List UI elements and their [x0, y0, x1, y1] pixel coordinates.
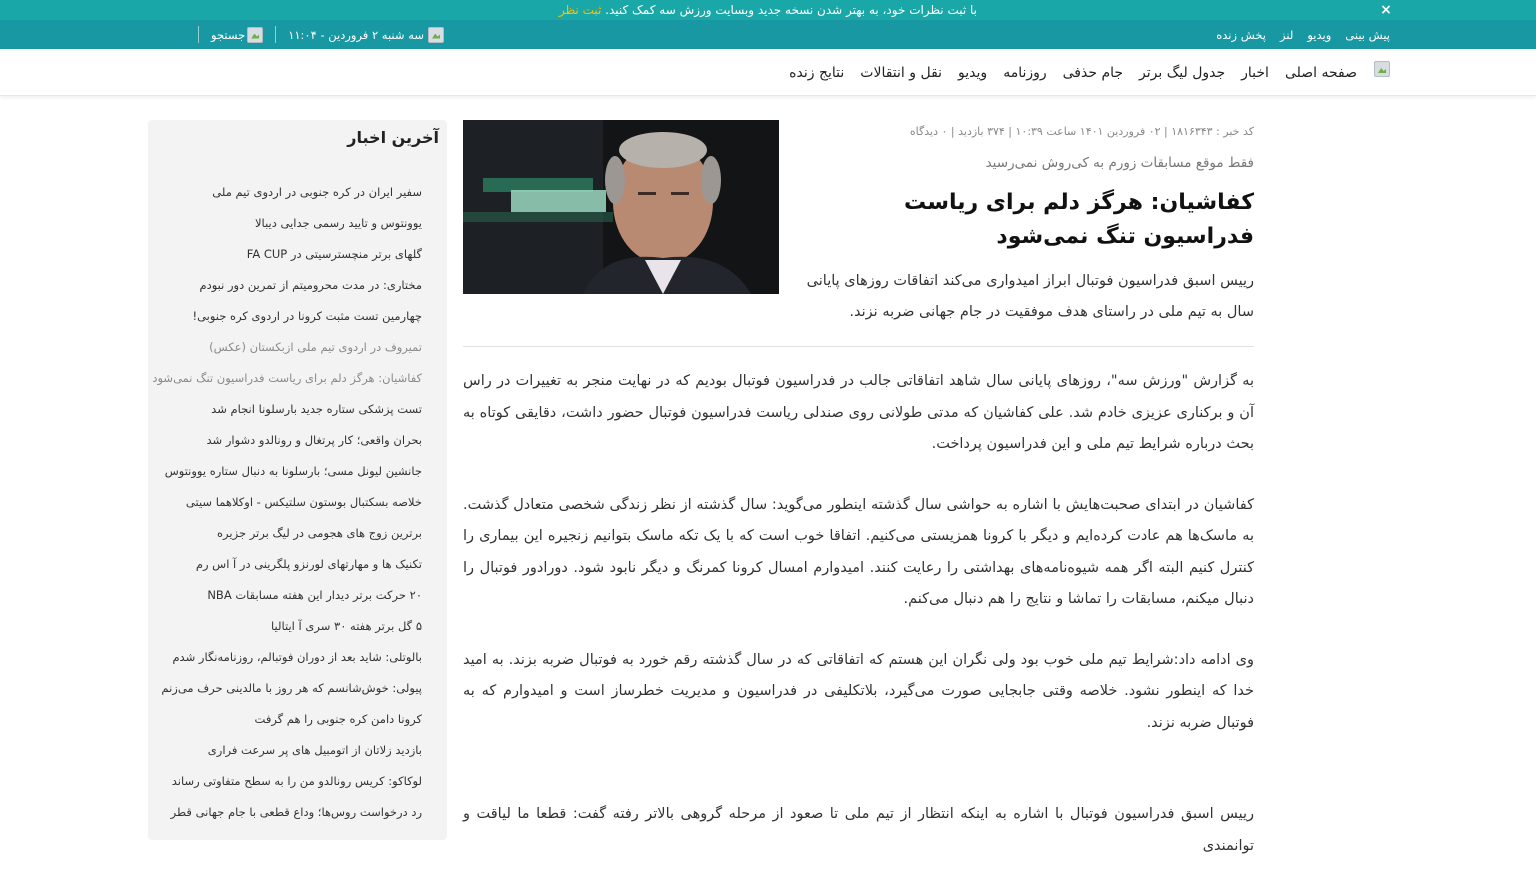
list-item[interactable]: تکنیک ها و مهارتهای لورنزو پلگرینی در آ اس رم	[195, 557, 422, 571]
article-kicker: فقط موقع مسابقات زورم به کی‌روش نمی‌رسید	[985, 155, 1254, 171]
search-label: جستجو	[211, 27, 246, 42]
article-meta: کد خبر : ۱۸۱۶۳۴۳ | ۰۲ فروردین ۱۴۰۱ ساعت ۱۰:۳۹ | ۳۷۴ بازدید | ۰ دیدگاه	[909, 125, 1254, 138]
article-paragraph: رییس اسبق فدراسیون فوتبال با اشاره به اینکه انتظار از تیم ملی تا صعود از مرحله گروهی بالاتر رفته گفت: قطعا ما لیاقت و توانمندی	[463, 806, 1254, 854]
list-item[interactable]: رد درخواست روس‌ها؛ وداع قطعی با جام جهانی قطر	[170, 805, 422, 819]
notice-text: با ثبت نظرات خود، به بهتر شدن نسخه جدید وبسایت ورزش سه کمک کنید.	[605, 3, 978, 17]
list-item[interactable]: چهارمین تست مثبت کرونا در اردوی کره جنوبی!	[192, 309, 422, 323]
nav-menu	[789, 49, 1357, 96]
article-divider	[463, 346, 1254, 347]
feedback-notice-bar	[0, 0, 1536, 20]
sidebar-title: آخرین اخبار	[347, 128, 439, 147]
article-body	[463, 366, 1254, 891]
list-item[interactable]: سفیر ایران در کره جنوبی در اردوی تیم ملی	[212, 185, 422, 199]
utility-link-video[interactable]: ویدیو	[1307, 27, 1332, 42]
search-icon	[247, 27, 263, 43]
current-date	[275, 26, 458, 43]
list-item[interactable]: کرونا دامن کره جنوبی را هم گرفت	[254, 712, 422, 726]
nav-item-news[interactable]: اخبار	[1241, 64, 1269, 81]
article-paragraph: وی ادامه داد:شرایط تیم ملی خوب بود ولی نگران این هستم که اتفاقاتی که در سال گذشته رقم خورد به فوتبال ضربه بزند. به امید خدا که اینطور نشود. خلاصه وقتی جابجایی صورت می‌گیرد، بلاتکلیفی در فدراسیون و مدیریت خطرساز است و امیدوارم که به فوتبال ضربه نزند.	[463, 651, 1254, 731]
portrait-photo	[463, 120, 779, 294]
calendar-icon	[428, 27, 444, 43]
latest-news-sidebar	[148, 120, 447, 840]
nav-item-transfers[interactable]: نقل و انتقالات	[860, 64, 943, 81]
list-item-current[interactable]: کفاشیان: هرگز دلم برای ریاست فدراسیون تنگ نمی‌شود	[152, 371, 422, 385]
list-item[interactable]: جانشین لیونل مسی؛ بارسلونا به دنبال ستاره یوونتوس	[164, 464, 422, 478]
list-item[interactable]: گلهای برتر منچسترسیتی در FA CUP	[246, 247, 422, 261]
nav-item-newspaper[interactable]: روزنامه	[1003, 64, 1047, 81]
utility-links	[1216, 20, 1390, 49]
article-title: کفاشیان: هرگز دلم برای ریاست فدراسیون تنگ نمی‌شود	[904, 190, 1254, 249]
nav-item-league-table[interactable]: جدول لیگ برتر	[1139, 64, 1226, 81]
close-icon[interactable]: ×	[1380, 2, 1392, 18]
list-item[interactable]: پیولی: خوش‌شانسم که هر روز با مالدینی حرف می‌زنم	[161, 681, 422, 695]
main-navigation	[0, 49, 1536, 96]
nav-item-home[interactable]: صفحه اصلی	[1284, 64, 1357, 81]
list-item[interactable]: خلاصه بسکتبال بوستون سلتیکس - اوکلاهما سیتی	[185, 495, 422, 509]
nav-item-video[interactable]: ویدیو	[958, 64, 988, 81]
site-logo-icon[interactable]	[1374, 61, 1390, 77]
list-item[interactable]: تست پزشکی ستاره جدید بارسلونا انجام شد	[211, 402, 422, 416]
top-utility-bar	[0, 20, 1536, 49]
list-item[interactable]: بحران واقعی؛ کار پرتغال و رونالدو دشوار شد	[206, 433, 422, 447]
article-paragraph: کفاشیان در ابتدای صحبت‌هایش با اشاره به حواشی سال گذشته اینطور می‌گوید: سال گذشته از نظر زندگی شخصی متعادل گذشت. به ماسک‌ها هم عادت کرده‌ایم و دیگر با کرونا همزیستی می‌کنیم. اتفاقا خوب است که با یک تکه ماسک بتوانیم زنجیره این بیماری را کنترل کنیم البته اگر همه شیوه‌نامه‌های بهداشتی را رعایت کنند. امیدوارم امسال کرونا کمرنگ و دیگر نابود شود. دورادور فوتبال را دنبال میکنم، مسابقات را تماشا و نتایج را هم دنبال می‌کنم.	[463, 496, 1254, 607]
search-button[interactable]	[198, 26, 275, 43]
list-item[interactable]: لوکاکو: کریس رونالدو من را به سطح متفاوتی رساند	[171, 774, 422, 788]
list-item[interactable]: ۲۰ حرکت برتر دیدار این هفته مسابقات NBA	[207, 588, 422, 602]
utility-link-live[interactable]: پخش زنده	[1216, 27, 1267, 42]
article-hero-image	[463, 120, 779, 294]
list-item[interactable]: ۵ گل برتر هفته ۳۰ سری آ ایتالیا	[271, 619, 422, 633]
nav-item-hazfi-cup[interactable]: جام حذفی	[1062, 64, 1124, 81]
date-text: سه شنبه ۲ فروردین - ۱۱:۰۴	[288, 27, 424, 42]
date-search-block	[198, 20, 458, 49]
nav-item-live-results[interactable]: نتایج زنده	[789, 64, 845, 81]
article-summary: رییس اسبق فدراسیون فوتبال ابراز امیدواری می‌کند اتفاقات روزهای پایانی سال به تیم ملی در راستای هدف موفقیت در جام جهانی ضربه نزند.	[806, 273, 1254, 320]
submit-feedback-link[interactable]: ثبت نظر	[558, 3, 602, 17]
list-item[interactable]: تمیروف در اردوی تیم ملی ازبکستان (عکس)	[209, 340, 422, 354]
list-item[interactable]: بازدید زلاتان از اتومبیل های پر سرعت فراری	[207, 743, 422, 757]
list-item[interactable]: بالوتلی: شاید بعد از دوران فوتبالم، روزنامه‌نگار شدم	[172, 650, 422, 664]
list-item[interactable]: برترین زوج های هجومی در لیگ برتر جزیره	[217, 526, 422, 540]
article-paragraph: به گزارش "ورزش سه"، روزهای پایانی سال شاهد اتفاقاتی جالب در فدراسیون فوتبال بودیم که در نهایت منجر به تغییرات در راس آن و برکناری عزیزی خادم شد. علی کفاشیان که مدتی طولانی روی صندلی ریاست فدراسیون فوتبال حضور داشت، دقایقی کوتاه به بحث درباره شرایط تیم ملی و این فدراسیون پرداخت.	[463, 373, 1254, 452]
utility-link-predictions[interactable]: پیش بینی	[1345, 27, 1390, 42]
utility-link-lens[interactable]: لنز	[1280, 27, 1294, 42]
list-item[interactable]: مختاری: در مدت محرومیتم از تمرین دور نبودم	[199, 278, 422, 292]
list-item[interactable]: یوونتوس و تایید رسمی جدایی دیبالا	[255, 216, 422, 230]
latest-news-list	[152, 185, 422, 836]
